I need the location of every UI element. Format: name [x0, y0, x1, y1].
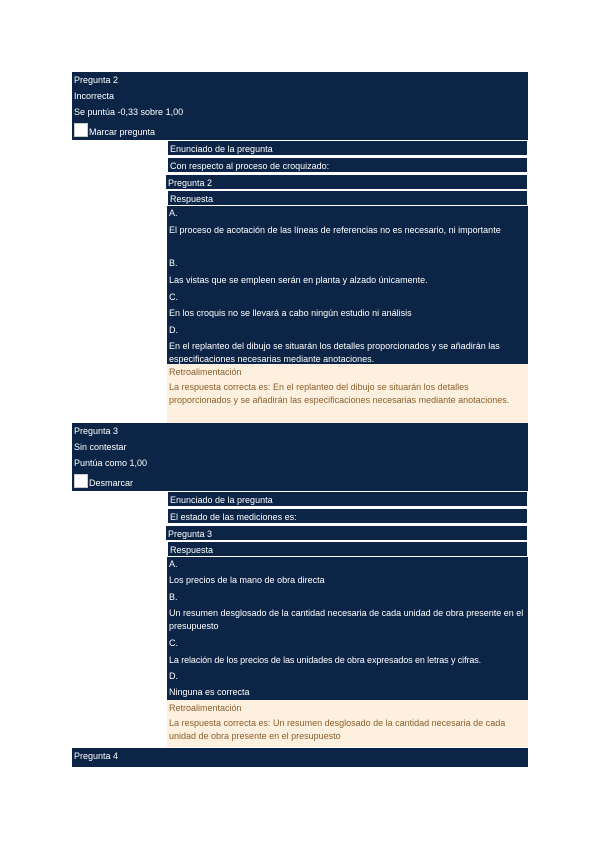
question-state: Sin contestar — [72, 439, 528, 455]
question-number-label: Pregunta 2 — [165, 174, 528, 190]
option-b-text: Las vistas que se empleen serán en planta y alzado únicamente. — [169, 275, 428, 285]
option-b[interactable] — [169, 591, 526, 607]
option-letter: A. — [169, 559, 178, 569]
feedback-text: La respuesta correcta es: En el replanteo del dibujo se situarán los detalles proporcionados y se añadirán las especificaciones necesarias mediante anotaciones. — [167, 380, 528, 423]
flag-question-label: Marcar pregunta — [89, 127, 156, 137]
question-header: Pregunta 2 — [72, 72, 528, 88]
feedback-text: La respuesta correcta es: Un resumen desglosado de la cantidad necesaria de cada unidad de obra presente en el presupuesto — [167, 716, 528, 747]
question-header: Pregunta 3 — [72, 423, 528, 439]
option-c-text: En los croquis no se llevará a cabo ningún estudio ni análisis — [169, 308, 412, 318]
option-a-text: Los precios de la mano de obra directa — [169, 575, 325, 585]
answer-label: Respuesta — [167, 541, 528, 557]
question-state: Incorrecta — [72, 88, 528, 104]
feedback-label: Retroalimentación — [167, 364, 528, 380]
answer-options — [167, 206, 528, 364]
flag-checkbox-icon[interactable] — [74, 123, 88, 137]
option-a[interactable] — [169, 558, 526, 574]
unflag-question-button[interactable] — [72, 472, 528, 491]
option-letter: C. — [169, 638, 178, 648]
option-a[interactable] — [169, 207, 526, 223]
option-letter: B. — [169, 592, 178, 602]
statement-label: Enunciado de la pregunta — [167, 491, 528, 507]
option-b[interactable] — [169, 257, 526, 274]
question-header: Pregunta 4 — [72, 748, 528, 767]
option-letter: D. — [169, 671, 178, 681]
question-number-label: Pregunta 3 — [165, 525, 528, 541]
option-letter: B. — [169, 258, 178, 268]
option-c-text: La relación de los precios de las unidades de obra expresados en letras y cifras. — [169, 655, 482, 665]
answer-label: Respuesta — [167, 190, 528, 206]
option-b-text: Un resumen desglosado de la cantidad necesaria de cada unidad de obra presente en el presupuesto — [169, 608, 524, 631]
question-grade: Se puntúa -0,33 sobre 1,00 — [72, 104, 528, 121]
option-letter: D. — [169, 325, 178, 335]
option-c[interactable] — [169, 637, 526, 654]
flag-question-button[interactable] — [72, 121, 528, 140]
feedback-label: Retroalimentación — [167, 700, 528, 716]
option-d[interactable] — [169, 324, 526, 340]
flag-question-label: Desmarcar — [89, 478, 134, 488]
option-d-text: Ninguna es correcta — [169, 687, 250, 697]
answer-options — [167, 557, 528, 700]
statement-label: Enunciado de la pregunta — [167, 140, 528, 156]
option-letter: A. — [169, 208, 178, 218]
option-c[interactable] — [169, 291, 526, 307]
question-text: Con respecto al proceso de croquizado: — [167, 157, 528, 173]
question-text: El estado de las mediciones es: — [167, 508, 528, 524]
option-letter: C. — [169, 292, 178, 302]
option-d[interactable] — [169, 670, 526, 686]
flag-checkbox-icon[interactable] — [74, 474, 88, 488]
option-d-text: En el replanteo del dibujo se situarán los detalles proporcionados y se añadirán las especificaciones necesarias mediante anotaciones. — [169, 341, 500, 364]
question-grade: Puntúa como 1,00 — [72, 455, 528, 472]
option-a-text: El proceso de acotación de las líneas de referencias no es necesario, ni importante — [169, 225, 501, 235]
